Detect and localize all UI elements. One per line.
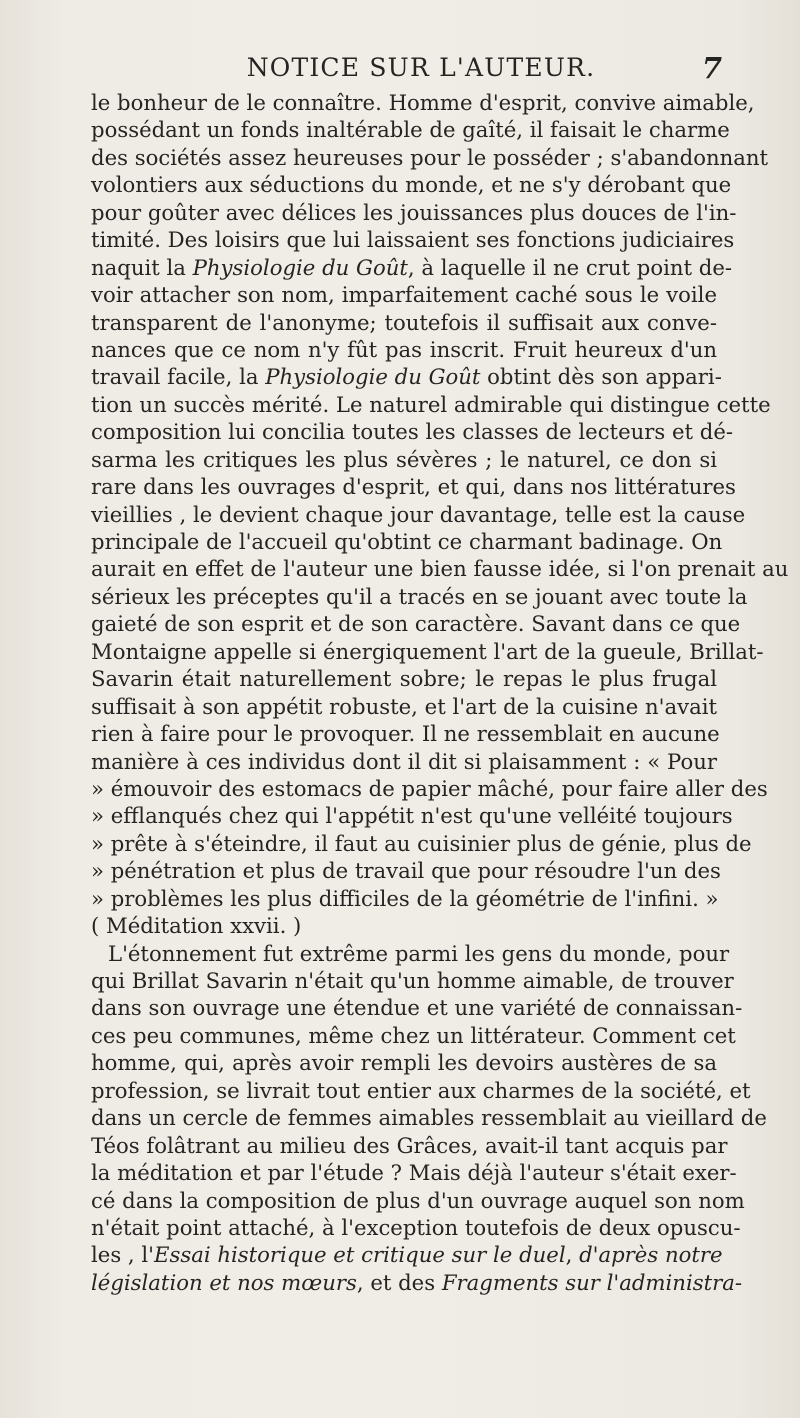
page-number: 7 xyxy=(701,51,722,85)
running-title-part-1: NOTICE SUR xyxy=(246,53,430,82)
text-line xyxy=(91,1241,723,1268)
text-line: voir attacher son nom, imparfaitement caché sous le voile xyxy=(91,282,717,308)
italic-title: d'après notre xyxy=(579,1242,723,1268)
text-line: dans son ouvrage une étendue et une variété de connaissan- xyxy=(91,995,743,1021)
text-line: pour goûter avec délices les jouissances plus douces de l'in- xyxy=(91,199,737,225)
text-line: la méditation et par l'étude ? Mais déjà l'auteur s'était exer- xyxy=(91,1160,737,1186)
text-line: des sociétés assez heureuses pour le posséder ; s'abandonnant xyxy=(91,144,769,170)
quote-line: » prête à s'éteindre, il faut au cuisinier plus de génie, plus de xyxy=(91,830,752,856)
text-segment: travail facile, la xyxy=(91,364,266,390)
text-line: n'était point attaché, à l'exception toutefois de deux opuscu- xyxy=(91,1214,741,1240)
text-segment: obtint dès son appari- xyxy=(480,364,722,390)
text-line: sérieux les préceptes qu'il a tracés en se jouant avec toute la xyxy=(91,583,748,609)
text-line xyxy=(91,254,733,281)
text-line: Téos folâtrant au milieu des Grâces, avait-il tant acquis par xyxy=(91,1132,728,1158)
quote-line: » émouvoir des estomacs de papier mâché, pour faire aller des xyxy=(91,775,768,801)
text-line: tion un succès mérité. Le naturel admirable qui distingue cette xyxy=(91,391,771,417)
text-segment: les , l' xyxy=(91,1242,154,1268)
text-line: rare dans les ouvrages d'esprit, et qui, dans nos littératures xyxy=(91,474,736,500)
text-segment: , xyxy=(565,1242,580,1268)
text-line: Montaigne appelle si énergiquement l'art de la gueule, Brillat- xyxy=(91,638,764,664)
text-line: aurait en effet de l'auteur une bien fausse idée, si l'on prenait au xyxy=(91,556,789,582)
italic-title: Essai historique et critique sur le duel xyxy=(154,1242,566,1268)
running-title-part-2: L'AUTEUR. xyxy=(439,53,596,82)
quote-line: » problèmes les plus difficiles de la géométrie de l'infini. » xyxy=(91,885,719,911)
text-segment: naquit la xyxy=(91,254,193,280)
text-line: ces peu communes, même chez un littérateur. Comment cet xyxy=(91,1022,736,1048)
text-line: gaieté de son esprit et de son caractère. Savant dans ce que xyxy=(91,611,741,637)
text-line: composition lui concilia toutes les classes de lecteurs et dé- xyxy=(91,419,734,445)
text-line: suffisait à son appétit robuste, et l'art de la cuisine n'avait xyxy=(91,693,717,719)
text-line: timité. Des loisirs que lui laissaient ses fonctions judiciaires xyxy=(91,227,735,253)
text-segment: , et des xyxy=(356,1269,442,1295)
running-title xyxy=(128,48,714,88)
text-line: profession, se livrait tout entier aux charmes de la société, et xyxy=(91,1077,751,1103)
italic-title: Fragments sur l'administra- xyxy=(441,1269,743,1295)
text-line: rien à faire pour le provoquer. Il ne ressemblait en aucune xyxy=(91,721,720,747)
text-line: manière à ces individus dont il dit si plaisamment : « Pour xyxy=(91,748,717,774)
citation-line: ( Méditation xxvii. ) xyxy=(91,913,302,939)
text-line xyxy=(91,1269,743,1296)
running-head xyxy=(120,48,722,88)
text-line: nances que ce nom n'y fût pas inscrit. Fruit heureux d'un xyxy=(91,336,717,362)
text-line: Savarin était naturellement sobre; le repas le plus frugal xyxy=(91,666,717,692)
text-line: L'étonnement fut extrême parmi les gens du monde, pour xyxy=(108,940,730,966)
text-line: vieillies , le devient chaque jour davantage, telle est la cause xyxy=(91,501,746,527)
text-line: volontiers aux séductions du monde, et ne s'y dérobant que xyxy=(91,172,732,198)
text-segment: , à laquelle il ne crut point de- xyxy=(407,254,733,280)
italic-title: législation et nos mœurs xyxy=(91,1269,357,1295)
italic-title: Physiologie du Goût xyxy=(192,254,408,280)
text-line: cé dans la composition de plus d'un ouvrage auquel son nom xyxy=(91,1187,745,1213)
text-line: possédant un fonds inaltérable de gaîté, il faisait le charme xyxy=(91,117,730,143)
text-line: principale de l'accueil qu'obtint ce charmant badinage. On xyxy=(91,529,723,554)
text-line: homme, qui, après avoir rempli les devoirs austères de sa xyxy=(91,1050,717,1076)
text-line: sarma les critiques les plus sévères ; le naturel, ce don si xyxy=(91,446,717,472)
text-line xyxy=(91,363,722,390)
quote-line: » pénétration et plus de travail que pour résoudre l'un des xyxy=(91,858,721,884)
text-line: dans un cercle de femmes aimables ressemblait au vieillard de xyxy=(91,1105,767,1131)
text-line: le bonheur de le connaître. Homme d'esprit, convive aimable, xyxy=(91,90,755,115)
quote-line: » efflanqués chez qui l'appétit n'est qu'une velléité toujours xyxy=(91,803,733,829)
italic-title: Physiologie du Goût xyxy=(265,364,481,390)
text-line: qui Brillat Savarin n'était qu'un homme aimable, de trouver xyxy=(91,968,734,993)
text-line: transparent de l'anonyme; toutefois il suffisait aux conve- xyxy=(91,309,717,335)
body-text xyxy=(91,89,789,1296)
